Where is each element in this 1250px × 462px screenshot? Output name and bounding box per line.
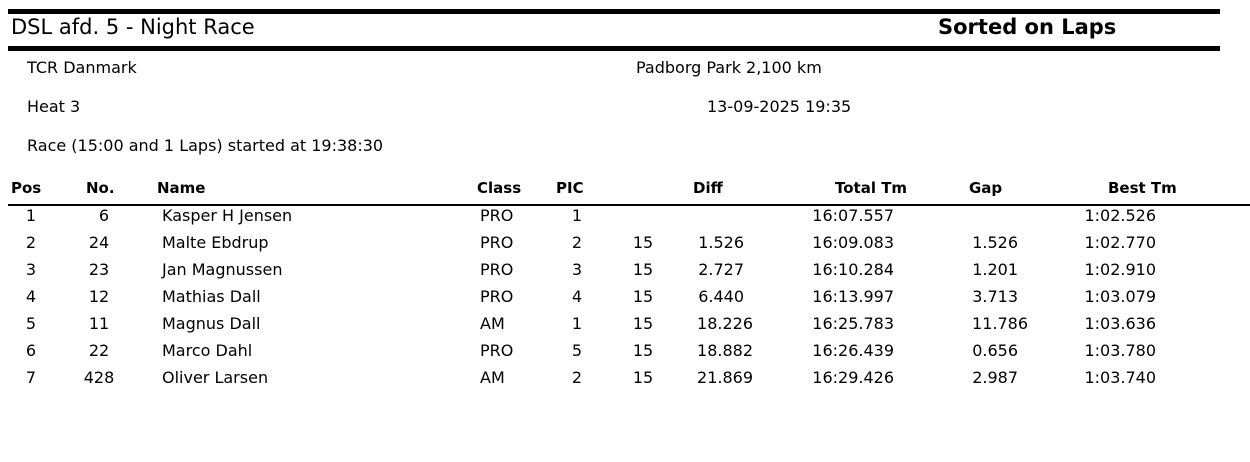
cell-pos: 7 xyxy=(25,368,37,387)
cell-name: Jan Magnussen xyxy=(162,260,283,279)
cell-total: 16:25.783 xyxy=(812,314,894,333)
table-row xyxy=(0,313,1250,340)
cell-pos: 6 xyxy=(25,341,37,360)
cell-pic: 1 xyxy=(571,206,583,225)
event-datetime: 13-09-2025 19:35 xyxy=(707,97,852,116)
cell-laps: 15 xyxy=(632,341,654,360)
table-row xyxy=(0,367,1250,394)
cell-laps: 15 xyxy=(632,233,654,252)
table-row xyxy=(0,286,1250,313)
col-header-pos: Pos xyxy=(11,179,42,197)
table-row xyxy=(0,205,1250,232)
cell-name: Kasper H Jensen xyxy=(162,206,293,225)
col-header-name: Name xyxy=(157,179,206,197)
table-row xyxy=(0,259,1250,286)
cell-total: 16:09.083 xyxy=(812,233,894,252)
cell-no: 23 xyxy=(88,260,110,279)
cell-best: 1:03.636 xyxy=(1084,314,1156,333)
heat-label: Heat 3 xyxy=(27,97,81,116)
cell-pos: 4 xyxy=(25,287,37,306)
cell-total: 16:26.439 xyxy=(812,341,894,360)
cell-best: 1:02.526 xyxy=(1084,206,1156,225)
track-name: Padborg Park 2,100 km xyxy=(636,58,822,77)
cell-class: PRO xyxy=(480,206,514,225)
cell-pos: 1 xyxy=(25,206,37,225)
race-start-info: Race (15:00 and 1 Laps) started at 19:38:30 xyxy=(27,136,384,155)
series-name: TCR Danmark xyxy=(27,58,137,77)
cell-pic: 5 xyxy=(571,341,583,360)
col-header-no: No. xyxy=(86,179,115,197)
cell-best: 1:02.770 xyxy=(1084,233,1156,252)
cell-pic: 2 xyxy=(571,233,583,252)
cell-pic: 2 xyxy=(571,368,583,387)
header-bottom-rule xyxy=(8,46,1220,51)
cell-total: 16:29.426 xyxy=(812,368,894,387)
cell-gap: 3.713 xyxy=(972,287,1018,306)
cell-name: Marco Dahl xyxy=(162,341,253,360)
col-header-diff: Diff xyxy=(693,179,723,197)
cell-pic: 1 xyxy=(571,314,583,333)
cell-total: 16:07.557 xyxy=(812,206,894,225)
cell-best: 1:03.780 xyxy=(1084,341,1156,360)
sort-label: Sorted on Laps xyxy=(938,15,1117,39)
cell-best: 1:03.079 xyxy=(1084,287,1156,306)
cell-diff: 21.869 xyxy=(697,368,753,387)
table-row xyxy=(0,232,1250,259)
cell-total: 16:13.997 xyxy=(812,287,894,306)
cell-class: PRO xyxy=(480,287,514,306)
cell-diff: 2.727 xyxy=(698,260,744,279)
cell-no: 6 xyxy=(98,206,110,225)
cell-no: 11 xyxy=(88,314,110,333)
cell-name: Mathias Dall xyxy=(162,287,261,306)
cell-class: PRO xyxy=(480,341,514,360)
cell-best: 1:03.740 xyxy=(1084,368,1156,387)
cell-no: 24 xyxy=(88,233,110,252)
cell-no: 428 xyxy=(83,368,115,387)
cell-diff: 1.526 xyxy=(698,233,744,252)
cell-gap: 11.786 xyxy=(972,314,1028,333)
cell-pos: 2 xyxy=(25,233,37,252)
cell-gap: 2.987 xyxy=(972,368,1018,387)
cell-gap: 0.656 xyxy=(972,341,1018,360)
cell-name: Magnus Dall xyxy=(162,314,261,333)
cell-laps: 15 xyxy=(632,260,654,279)
cell-no: 22 xyxy=(88,341,110,360)
cell-pic: 4 xyxy=(571,287,583,306)
cell-laps: 15 xyxy=(632,368,654,387)
cell-pos: 3 xyxy=(25,260,37,279)
table-row xyxy=(0,340,1250,367)
report-title: DSL afd. 5 - Night Race xyxy=(11,15,255,39)
cell-name: Malte Ebdrup xyxy=(162,233,269,252)
cell-diff: 18.882 xyxy=(697,341,753,360)
cell-class: AM xyxy=(480,368,505,387)
cell-laps: 15 xyxy=(632,287,654,306)
cell-best: 1:02.910 xyxy=(1084,260,1156,279)
cell-class: PRO xyxy=(480,233,514,252)
cell-name: Oliver Larsen xyxy=(162,368,269,387)
cell-class: AM xyxy=(480,314,505,333)
cell-diff: 18.226 xyxy=(697,314,753,333)
cell-pic: 3 xyxy=(571,260,583,279)
col-header-pic: PIC xyxy=(556,179,584,197)
cell-laps: 15 xyxy=(632,314,654,333)
cell-pos: 5 xyxy=(25,314,37,333)
cell-gap: 1.526 xyxy=(972,233,1018,252)
cell-class: PRO xyxy=(480,260,514,279)
col-header-total: Total Tm xyxy=(835,179,908,197)
col-header-gap: Gap xyxy=(969,179,1003,197)
cell-gap: 1.201 xyxy=(972,260,1018,279)
cell-diff: 6.440 xyxy=(698,287,744,306)
col-header-best: Best Tm xyxy=(1108,179,1177,197)
cell-total: 16:10.284 xyxy=(812,260,894,279)
col-header-class: Class xyxy=(477,179,522,197)
cell-no: 12 xyxy=(88,287,110,306)
